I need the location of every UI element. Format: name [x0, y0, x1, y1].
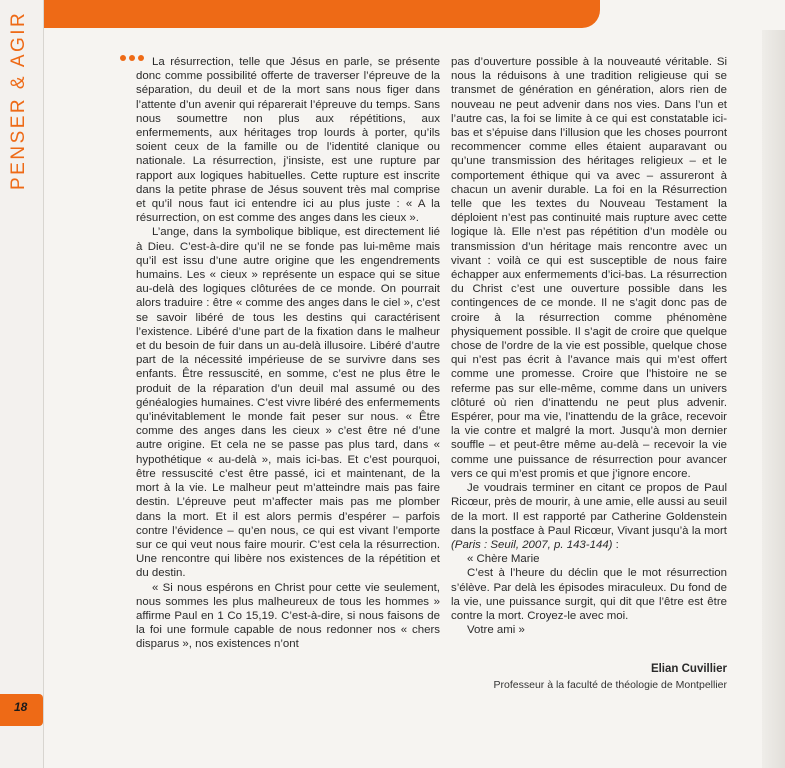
quote-closing: Votre ami »: [467, 624, 525, 637]
page-edge: [762, 30, 785, 768]
paragraph: [451, 481, 727, 552]
right-column: [451, 55, 727, 637]
author-name: Elian Cuvillier: [650, 663, 727, 675]
paragraph: pas d’ouverture possible à la nouveauté véritable. Si nous la réduisons à une tradition religieuse qui se transmet de génération en génération, alors rien de nouveau ne peut advenir dans nos vies. Dans l’un et l’autre cas, la foi se limite à ce qui est constatable ici-bas et s’épuise dans l’illusion que les choses pourront recommencer comme elles étaient auparavant ou qu’une transmission des héritages religieux – et le comportement éthique qui va avec – assureront à chacun un avenir durable. La foi en la Résurrection telle que les textes du Nouveau Testament la déploient n’est pas continuité mais rupture avec cette logique là. Elle n’est pas répétition d’un modèle ou transmission d’un héritage mais rencontre avec un vivant : voilà ce qui est susceptible de nous faire échapper aux enfermements d’ici-bas. La résurrection du Christ c’est une ouverture possible dans les contingences de ce monde. Il ne s’agit donc pas de croire à la résurrection comme phénomène physiquement possible. Il s’agit de croire que quelque chose de l’ordre de la vie est possible, quelque chose qui n’est pas écrit à l’avance mais qui m’est offert comme une promesse. Croire que l’histoire ne se referme pas sur elle-même, comme dans un univers clôturé où rien d’inattendu ne peut plus advenir. Espérer, pour ma vie, l’inattendu de la grâce, recevoir la vie contre et malgré la mort. Jusqu’à mon dernier souffle – et peut-être même au-delà – recevoir la vie comme une puissance de résurrection pour avancer vers ce qui m’est promis et que j’ignore encore.: [451, 56, 727, 480]
dot-icon: [129, 55, 135, 61]
quote-salutation: « Chère Marie: [467, 553, 540, 566]
paragraph: « Si nous espérons en Christ pour cette vie seulement, nous sommes les plus malheureux de tous les hommes » affirme Paul en 1 Co 15,19. C’est-à-dire, si nous faisons de la foi une formule capable de nous redonner nos « chers disparus », nos existences n’ont: [136, 581, 440, 651]
citation-reference: (Paris : Seuil, 2007, p. 143-144): [451, 538, 613, 551]
section-title: PENSER & AGIR: [8, 10, 29, 190]
left-column: [136, 55, 440, 652]
quote-body: C’est à l’heure du déclin que le mot résurrection s’élève. Par delà les épisodes miraculeux. Du fond de la vie, une puissance surgit, qui dit que l’être est être contre la mort. Croyez-le avec moi.: [451, 567, 727, 622]
paragraph: L’ange, dans la symbolique biblique, est directement lié à Dieu. C’est-à-dire qu’il ne se fonde pas lui-même mais qu’il est issu d’une autre origine que les engendrements humains. Les « cieux » représente un espace qui se situe au-delà des logiques clôturées de ce monde. On pourrait alors traduire : être « comme des anges dans le ciel », c’est se savoir libéré de tous les destins qui caractérisent l’existence. Libéré d’une part de la fixation dans le malheur et du besoin de fuir dans un au-delà illusoire. Libéré d’autre part de la nécessité impérieuse de se survivre dans ses enfants. Être ressuscité, en somme, c’est ne plus être le produit de la réparation d’un deuil mal assumé ou des généalogies humaines. C’est vivre libéré des enfermements qu’inévitablement le monde fait peser sur nous. « Être comme des anges dans les cieux » c’est être né d’une autre origine. Et cela ne se passe pas plus tard, dans « hypothétique « au-delà », mais ici-bas. Et c’est pourquoi, être ressuscité c’est être passé, ici et maintenant, de la mort à la vie. Le malheur peut m’atteindre mais pas faire destin. L’épreuve peut m’affecter mais pas me plomber dans la mort. Et il est alors permis d’espérer – parfois contre l’évidence – qu’en nous, ce qui est vivant l’emporte sur ce qui veut nous faire mourir. C’est cela la résurrection. Une rencontre qui libère nos existences de la répétition et du destin.: [136, 226, 440, 580]
dot-icon: [120, 55, 126, 61]
header-band: [0, 0, 600, 28]
paragraph: La résurrection, telle que Jésus en parle, se présente donc comme possibilité offerte de traverser l’épreuve de la séparation, du deuil et de la mort sans nous figer dans l’attente d’un avenir qui réparerait l’épreuve du temps. Sans nous soumettre non plus aux répétitions, aux enfermements, aux héritages trop lourds à porter, qu’ils soient ceux de la famille ou de l’identité clanique ou nationale. La résurrection, j’insiste, est une rupture par rapport aux logiques habituelles. Cette rupture est inscrite dans la petite phrase de Jésus souvent très mal comprise et qu’il nous faut ici entendre ici au plus juste : « A la résurrection, on est comme des anges dans les cieux ».: [136, 56, 440, 225]
paragraph-text: Je voudrais terminer en citant ce propos de Paul Ricœur, près de mourir, à une amie, elle aussi au seuil de la mort. Il est rapporté par Catherine Goldenstein dans la postface à Paul Ricœur, Vivant jusqu’à la mort: [451, 482, 727, 537]
page-number: 18: [14, 700, 28, 714]
author-role: Professeur à la faculté de théologie de Montpellier: [493, 679, 727, 691]
paragraph-text: :: [612, 538, 619, 551]
signature: [451, 663, 727, 691]
